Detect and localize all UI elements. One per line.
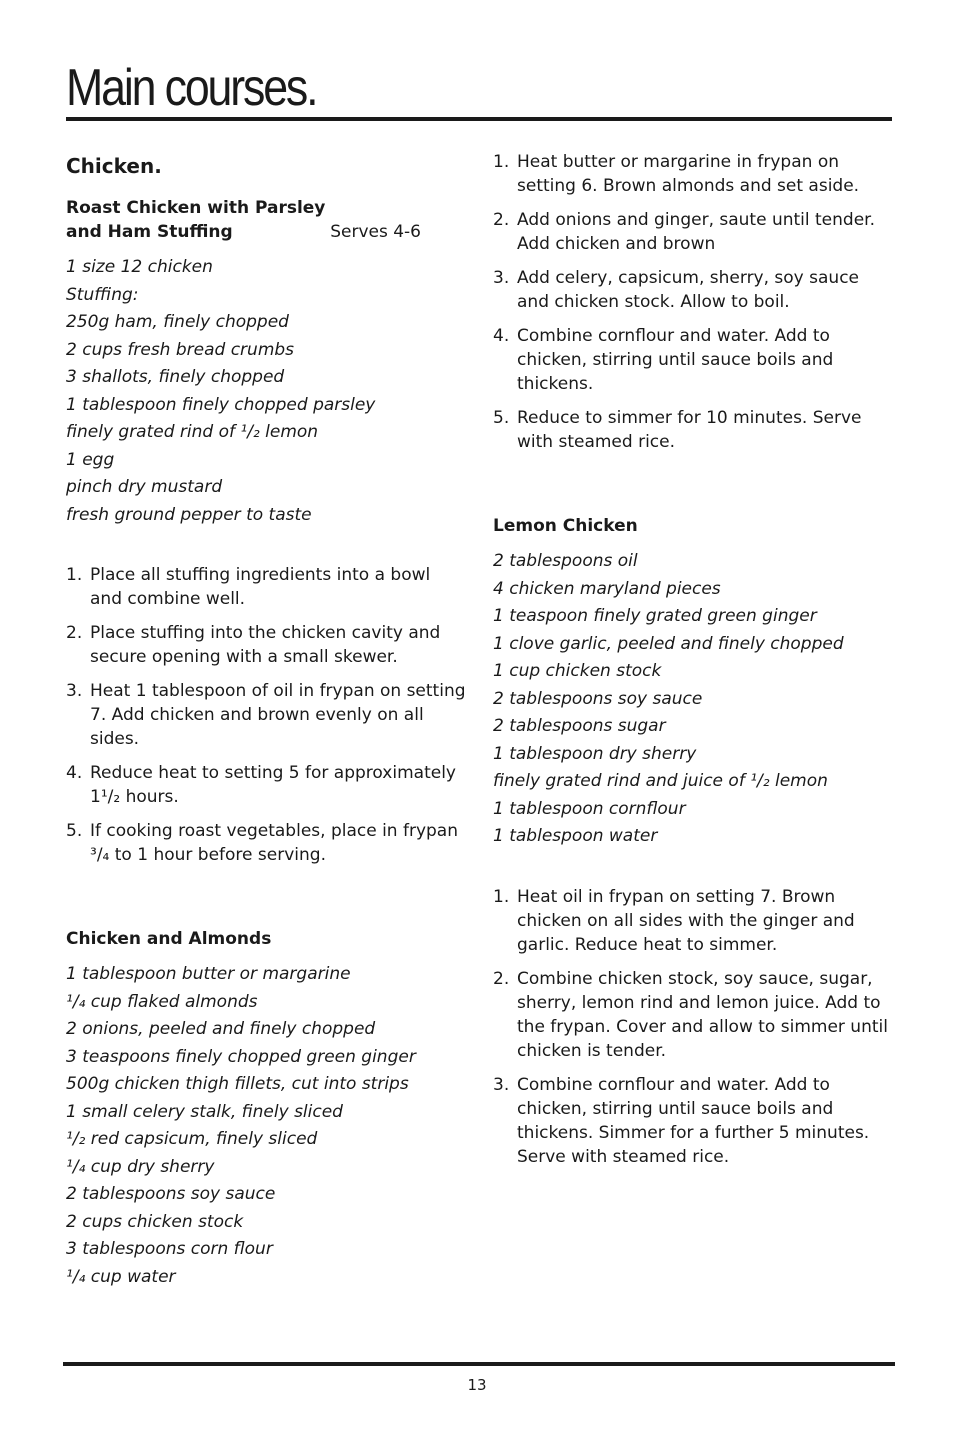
step-text: Combine chicken stock, soy sauce, sugar, sherry, lemon rind and lemon juice. Add to the frypan. Cover and allow to simmer until chicken is tender. — [517, 968, 888, 1061]
ingredient: 2 tablespoons soy sauce — [66, 1184, 276, 1204]
ingredient: 1 tablespoon butter or margarine — [66, 964, 351, 984]
page-title: Main courses. — [66, 59, 317, 117]
ingredient: 1 tablespoon finely chopped parsley — [66, 394, 376, 415]
step-item — [493, 324, 893, 396]
step-text: Place all stuffing ingredients into a bowl and combine well. — [90, 565, 431, 609]
ingredient: 1 size 12 chicken — [66, 257, 213, 277]
step-item — [493, 406, 893, 454]
step-number: 3. — [493, 1074, 510, 1095]
lemon-chicken-ingredients — [493, 548, 893, 851]
step-text: If cooking roast vegetables, place in frypan ³/₄ to 1 hour before serving. — [90, 821, 458, 865]
right-column — [493, 150, 893, 1179]
ingredient: 1 teaspoon finely grated green ginger — [493, 606, 817, 626]
ingredient: 1 cup chicken stock — [493, 661, 662, 681]
chicken-almonds-title: Chicken and Almonds — [66, 929, 272, 949]
ingredient: 2 onions, peeled and finely chopped — [66, 1019, 376, 1039]
step-text: Add onions and ginger, saute until tender. Add chicken and brown — [517, 210, 875, 254]
step-item — [493, 266, 893, 314]
step-item — [493, 885, 893, 957]
chicken-almonds-ingredients — [66, 961, 466, 1291]
step-number: 1. — [493, 886, 510, 907]
step-number: 1. — [66, 565, 83, 585]
step-number: 3. — [493, 268, 510, 288]
ingredient: 3 teaspoons finely chopped green ginger — [66, 1046, 416, 1067]
ingredient: ¹/₄ cup flaked almonds — [66, 991, 258, 1012]
roast-chicken-title-line2: and Ham Stuffing — [66, 222, 233, 242]
step-item — [493, 967, 893, 1063]
ingredient: fresh ground pepper to taste — [66, 504, 312, 525]
section-heading: Chicken. — [66, 154, 162, 178]
step-text: Combine cornflour and water. Add to chicken, stirring until sauce boils and thickens. Simmer for a further 5 minutes. Serve with steamed rice. — [517, 1074, 870, 1167]
page-number: 13 — [467, 1376, 487, 1394]
ingredient: 1 egg — [66, 449, 115, 470]
step-text: Heat 1 tablespoon of oil in frypan on setting 7. Add chicken and brown evenly on all sides. — [90, 681, 466, 749]
ingredient: 2 tablespoons soy sauce — [493, 688, 703, 709]
step-item — [66, 563, 466, 611]
step-text: Add celery, capsicum, sherry, soy sauce and chicken stock. Allow to boil. — [517, 268, 860, 312]
roast-chicken-title-text — [66, 196, 325, 244]
step-number: 4. — [66, 763, 83, 783]
ingredient: 2 cups chicken stock — [66, 1211, 244, 1232]
ingredient: 500g chicken thigh fillets, cut into strips — [66, 1074, 409, 1094]
step-item — [66, 621, 466, 669]
step-number: 5. — [493, 408, 510, 428]
ingredient: 1 tablespoon dry sherry — [493, 743, 697, 764]
step-number: 1. — [493, 152, 510, 172]
ingredient: 250g ham, finely chopped — [66, 312, 289, 332]
step-item — [493, 150, 893, 198]
step-number: 2. — [493, 210, 510, 230]
ingredient: Stuffing: — [66, 284, 139, 305]
ingredient: 1 tablespoon cornflour — [493, 798, 686, 819]
ingredient: ¹/₂ red capsicum, finely sliced — [66, 1129, 318, 1149]
left-column — [66, 150, 466, 1291]
ingredient: 1 tablespoon water — [493, 826, 658, 846]
step-text: Reduce to simmer for 10 minutes. Serve with steamed rice. — [517, 408, 862, 452]
roast-chicken-title — [66, 196, 421, 244]
ingredient: 1 clove garlic, peeled and finely chopped — [493, 633, 844, 654]
step-text: Combine cornflour and water. Add to chicken, stirring until sauce boils and thickens. — [517, 326, 834, 394]
lemon-chicken-steps — [493, 885, 893, 1169]
step-text: Heat oil in frypan on setting 7. Brown chicken on all sides with the ginger and garlic. Reduce heat to simmer. — [517, 886, 855, 955]
ingredient: ¹/₄ cup water — [66, 1266, 176, 1287]
roast-chicken-title-line1: Roast Chicken with Parsley — [66, 198, 326, 218]
serves-label: Serves 4-6 — [330, 222, 421, 242]
footer-divider — [63, 1362, 895, 1366]
step-item — [66, 761, 466, 809]
step-number: 5. — [66, 821, 83, 841]
title-divider — [66, 117, 892, 121]
chicken-almonds-steps — [493, 150, 893, 454]
step-text: Reduce heat to setting 5 for approximately 1¹/₂ hours. — [90, 763, 456, 807]
ingredient: 2 tablespoons oil — [493, 551, 638, 571]
step-number: 2. — [493, 968, 510, 989]
ingredient: 2 tablespoons sugar — [493, 716, 666, 736]
ingredient: 3 tablespoons corn flour — [66, 1239, 273, 1259]
step-item — [493, 1073, 893, 1169]
ingredient: ¹/₄ cup dry sherry — [66, 1156, 215, 1177]
step-number: 2. — [66, 623, 83, 643]
step-item — [493, 208, 893, 256]
roast-chicken-steps — [66, 563, 466, 867]
ingredient: 2 cups fresh bread crumbs — [66, 339, 295, 360]
ingredient: 1 small celery stalk, finely sliced — [66, 1101, 343, 1122]
step-text: Heat butter or margarine in frypan on setting 6. Brown almonds and set aside. — [517, 152, 860, 196]
step-text: Place stuffing into the chicken cavity and secure opening with a small skewer. — [90, 623, 441, 667]
ingredient: 4 chicken maryland pieces — [493, 578, 721, 599]
ingredient: finely grated rind and juice of ¹/₂ lemon — [493, 771, 828, 791]
lemon-chicken-title: Lemon Chicken — [493, 516, 638, 536]
roast-chicken-ingredients — [66, 254, 466, 529]
step-item — [66, 679, 466, 751]
step-number: 4. — [493, 326, 510, 346]
ingredient: finely grated rind of ¹/₂ lemon — [66, 422, 319, 442]
step-number: 3. — [66, 681, 83, 701]
ingredient: 3 shallots, finely chopped — [66, 367, 285, 387]
ingredient: pinch dry mustard — [66, 477, 223, 497]
step-item — [66, 819, 466, 867]
